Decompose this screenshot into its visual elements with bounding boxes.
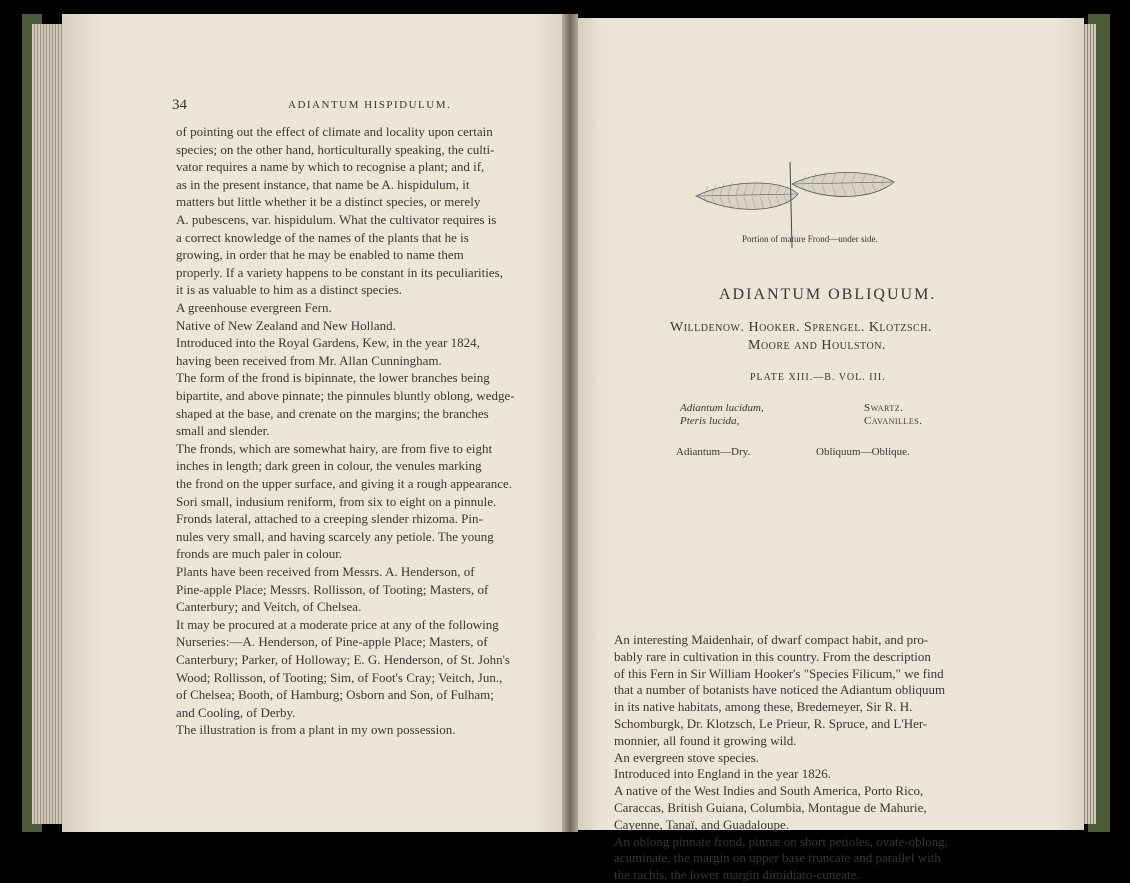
left-body-text-line: having been received from Mr. Allan Cunningham. xyxy=(176,352,442,368)
left-body-text-line: small and slender. xyxy=(176,423,270,439)
page-edges-right xyxy=(1082,24,1096,824)
book-gutter xyxy=(562,14,578,832)
left-body-text-line: A greenhouse evergreen Fern. xyxy=(176,300,332,315)
left-body-text-line: Pine-apple Place; Messrs. Rollisson, of Tooting; Masters, of xyxy=(176,581,489,597)
synonym-1-author: Swartz. xyxy=(864,402,904,414)
left-body-text-line: of pointing out the effect of climate and locality upon certain xyxy=(176,124,493,139)
plate-reference: PLATE XIII.—B. VOL. III. xyxy=(750,372,886,383)
left-body-text-line: The illustration is from a plant in my own possession. xyxy=(176,722,456,738)
left-body-text-line: Fronds lateral, attached to a creeping slender rhizoma. Pin- xyxy=(176,511,483,527)
left-body-text-line: matters but little whether it be a distinct species, or merely xyxy=(176,194,481,210)
left-body-text-line: it is as valuable to him as a distinct species. xyxy=(176,282,403,298)
right-body-text-line: Cayenne, Tanaï, and Guadaloupe. xyxy=(614,816,790,832)
synonym-1-name: Adiantum lucidum, xyxy=(680,402,764,414)
left-body-text-line: a correct knowledge of the names of the plants that he is xyxy=(176,229,469,245)
etymology-left: Adiantum—Dry. xyxy=(676,446,751,458)
left-body-text-line: Canterbury; Parker, of Holloway; E. G. Henderson, of St. John's xyxy=(176,652,510,667)
page-edges-left xyxy=(32,24,64,824)
left-body-text-line: and Cooling, of Derby. xyxy=(176,704,296,720)
right-body-text-line: that a number of botanists have noticed the Adiantum obliquum xyxy=(614,682,946,698)
left-body-text-line: Introduced into the Royal Gardens, Kew, in the year 1824, xyxy=(176,335,480,351)
right-body-text-line: Caraccas, British Guiana, Columbia, Montague de Mahurie, xyxy=(614,800,927,815)
article-title: ADIANTUM OBLIQUUM. xyxy=(719,286,937,303)
right-body-text-line: of this Fern in Sir William Hooker's "Species Filicum," we find xyxy=(614,665,944,681)
right-body-text-line: An interesting Maidenhair, of dwarf compact habit, and pro- xyxy=(614,632,929,647)
right-body-text-line: An evergreen stove species. xyxy=(614,749,759,765)
left-body-text-line: Sori small, indusium reniform, from six to eight on a pinnule. xyxy=(176,493,497,509)
left-body-text-line: species; on the other hand, horticulturally speaking, the culti- xyxy=(176,141,495,157)
left-body-text-line: shaped at the base, and crenate on the margins; the branches xyxy=(176,405,489,421)
right-body-text-line: monnier, all found it growing wild. xyxy=(614,732,797,748)
running-head: ADIANTUM HISPIDULUM. xyxy=(288,99,452,111)
right-body-text-line: Schomburgk, Dr. Klotzsch, Le Prieur, R. Spruce, and L'Her- xyxy=(614,716,928,731)
left-body-text-line: as in the present instance, that name be A. hispidulum, it xyxy=(176,176,470,192)
left-body-text-line: Nurseries:—A. Henderson, of Pine-apple Place; Masters, of xyxy=(176,634,488,650)
page-number: 34 xyxy=(172,97,187,113)
left-body-text-line: nules very small, and having scarcely any petiole. The young xyxy=(176,528,494,544)
left-body-text-line: Wood; Rollisson, of Tooting; Sim, of Foot's Cray; Veitch, Jun., xyxy=(176,669,503,685)
right-body-text-line: in its native habitats, among these, Bredemeyer, Sir R. H. xyxy=(614,699,913,715)
right-body-text-line: acuminate, the margin on upper base truncate and parallel with xyxy=(614,850,941,866)
synonym-2-name: Pteris lucida, xyxy=(680,415,740,427)
authorities-line-1: Willdenow. Hooker. Sprengel. Klotzsch. xyxy=(670,320,932,335)
left-body-text-line: Native of New Zealand and New Holland. xyxy=(176,317,396,333)
right-body-text-line: Introduced into England in the year 1826. xyxy=(614,766,831,782)
left-body-text-line: growing, in order that he may be enabled to name them xyxy=(176,247,464,263)
frond-pinna-right xyxy=(792,172,894,197)
left-body-text-line: Plants have been received from Messrs. A. Henderson, of xyxy=(176,564,475,579)
right-body-text-line: bably rare in cultivation in this country. From the description xyxy=(614,648,931,664)
left-body-text-line: The fronds, which are somewhat hairy, are from five to eight xyxy=(176,440,493,456)
right-body-text-line: An oblong pinnate frond, pinnæ on short petioles, ovate-oblong, xyxy=(614,833,948,849)
etymology-right: Obliquum—Oblique. xyxy=(816,446,910,458)
frond-pinna-left xyxy=(696,182,798,210)
left-body-text-line: the frond on the upper surface, and giving it a rough appearance. xyxy=(176,476,513,491)
left-body-text-line: It may be procured at a moderate price at any of the following xyxy=(176,616,499,632)
left-body-text-line: fronds are much paler in colour. xyxy=(176,546,343,562)
figure-caption: Portion of mature Frond—under side. xyxy=(742,234,878,244)
right-body-text-line: the rachis, the lower margin dimidiato-cuneate. xyxy=(614,867,860,883)
right-body-text-line: A native of the West Indies and South America, Porto Rico, xyxy=(614,783,924,799)
synonym-2-author: Cavanilles. xyxy=(864,415,923,427)
left-body-text-line: properly. If a variety happens to be constant in its peculiarities, xyxy=(176,264,503,280)
left-body-text-line: bipartite, and above pinnate; the pinnules bluntly oblong, wedge- xyxy=(176,388,515,403)
left-body-text-line: of Chelsea; Booth, of Hamburg; Osborn and Son, of Fulham; xyxy=(176,687,494,703)
left-body-text-line: The form of the frond is bipinnate, the lower branches being xyxy=(176,370,490,386)
left-body-text-line: vator requires a name by which to recognise a plant; and if, xyxy=(176,159,485,175)
left-body-text-line: A. pubescens, var. hispidulum. What the cultivator requires is xyxy=(176,212,497,227)
left-body-text-line: inches in length; dark green in colour, the venules marking xyxy=(176,458,482,474)
authorities-line-2: Moore and Houlston. xyxy=(748,338,886,353)
left-body-text-line: Canterbury; and Veitch, of Chelsea. xyxy=(176,599,362,615)
